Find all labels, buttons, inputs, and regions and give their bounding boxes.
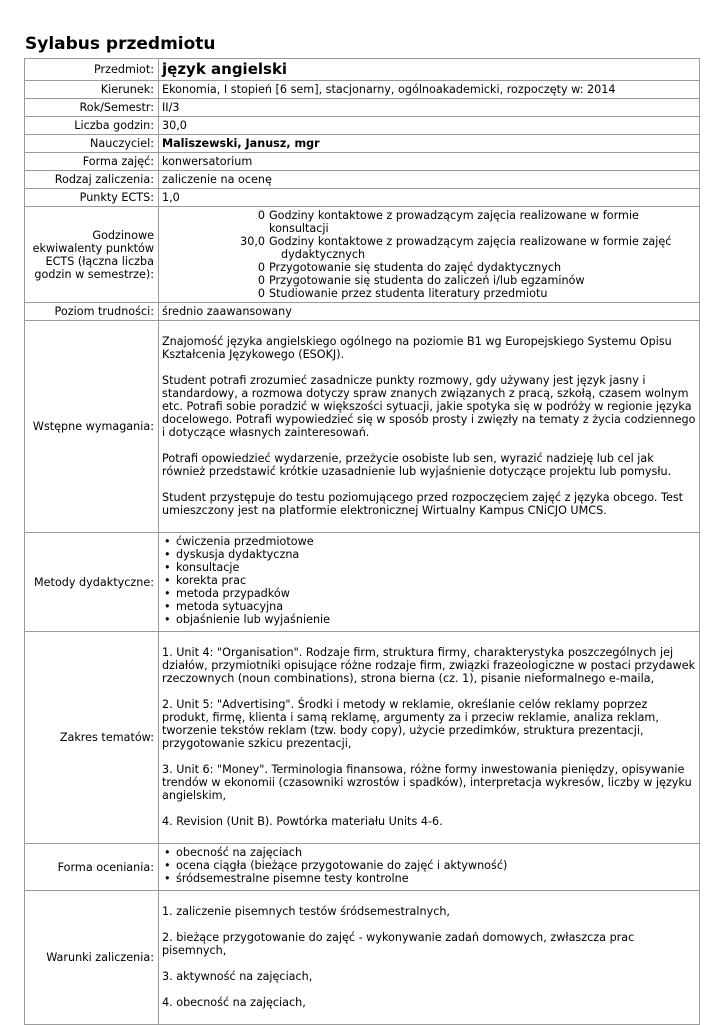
ects-hours-row [162, 209, 696, 235]
row-kierunek [25, 81, 700, 99]
row-wymagania [25, 321, 700, 533]
page-title: Sylabus przedmiotu [25, 34, 216, 54]
ects-hours-text: Godziny kontaktowe z prowadzącym zajęcia realizowane w formie zajęć [269, 235, 672, 248]
value-nauczyciel: Maliszewski, Janusz, mgr [159, 135, 700, 153]
ects-hours-row [162, 287, 696, 300]
row-nauczyciel [25, 135, 700, 153]
list-item: • dyskusja dydaktyczna [162, 548, 696, 561]
value-ects: 1,0 [159, 189, 700, 207]
label-rok: Rok/Semestr: [25, 99, 159, 117]
topic-paragraph: 3. Unit 6: "Money". Terminologia finansowa, różne formy inwestowania pieniędzy, opisywanie trendów w ekonomii (czasowniki wzrostów i spadków), interpretacja wykresów, liczby w języku angielskim, [162, 763, 692, 802]
label-oceniania: Forma oceniania: [25, 844, 159, 891]
requirements-paragraph: Student potrafi zrozumieć zasadnicze punkty rozmowy, gdy używany jest język jasny i standardowy, a rozmowa dotyczy spraw znanych związanych z pracą, szkołą, czasem wolnym etc. Potrafi sobie poradzić w większości sytuacji, jakie spotyka się w podróży w regionie języka docelowego. Potrafi wypowiedzieć się w sposób prosty i zwięzły na tematy z życia codziennego i dotyczące własnych zainteresowań. [162, 374, 696, 439]
ects-hours-continuation: dydaktycznych [281, 248, 366, 261]
ects-hours-description [269, 235, 696, 261]
methods-list [162, 535, 696, 626]
row-zakres [25, 632, 700, 844]
value-poziom: średnio zaawansowany [159, 303, 700, 321]
ects-hours-row [162, 274, 696, 287]
ects-hours-text: Godziny kontaktowe z prowadzącym zajęcia realizowane w formie konsultacji [269, 209, 639, 235]
topic-paragraph: 4. Revision (Unit B). Powtórka materiału Units 4-6. [162, 815, 443, 828]
ects-hours-number: 0 [257, 274, 265, 287]
ects-hours-row [162, 235, 696, 261]
label-ects: Punkty ECTS: [25, 189, 159, 207]
value-forma: konwersatorium [159, 153, 700, 171]
condition-item: 4. obecność na zajęciach, [162, 996, 306, 1009]
ects-hours-number: 30,0 [240, 235, 265, 248]
label-forma: Forma zajęć: [25, 153, 159, 171]
value-rodzaj: zaliczenie na ocenę [159, 171, 700, 189]
row-oceniania [25, 844, 700, 891]
label-ekwiwalenty: Godzinowe ekwiwalenty punktów ECTS (łączna liczba godzin w semestrze): [25, 207, 159, 303]
label-warunki: Warunki zaliczenia: [25, 891, 159, 1025]
list-item: • korekta prac [162, 574, 696, 587]
topic-paragraph: 1. Unit 4: "Organisation". Rodzaje firm, struktura firmy, charakterystyka poszczególnych jej działów, przymiotniki opisujące różne rodzaje firm, związki frazeologiczne w postaci przydawek rzeczownych (noun combinations), strona bierna (cz. 1), pisanie nieformalnego e-maila, [162, 646, 696, 685]
ects-hours-description [269, 209, 696, 235]
list-item: • ćwiczenia przedmiotowe [162, 535, 696, 548]
requirements-paragraph: Potrafi opowiedzieć wydarzenie, przeżycie osobiste lub sen, wyrazić nadzieję lub cel jak również przedstawić krótkie uzasadnienie lub wyjaśnienie dotyczące projektu lub pomysłu. [162, 452, 672, 478]
ects-hours-number: 0 [257, 209, 265, 222]
row-forma [25, 153, 700, 171]
list-item: • śródsemestralne pisemne testy kontrolne [162, 872, 696, 885]
assessment-list [162, 846, 696, 885]
ects-hours-text: Przygotowanie się studenta do zajęć dydaktycznych [269, 261, 562, 274]
label-godziny: Liczba godzin: [25, 117, 159, 135]
list-item: • objaśnienie lub wyjaśnienie [162, 613, 696, 626]
label-rodzaj: Rodzaj zaliczenia: [25, 171, 159, 189]
row-rodzaj [25, 171, 700, 189]
row-metody [25, 533, 700, 632]
value-godziny: 30,0 [159, 117, 700, 135]
list-item: • metoda sytuacyjna [162, 600, 696, 613]
row-poziom [25, 303, 700, 321]
value-oceniania [159, 844, 700, 891]
value-warunki [159, 891, 700, 1025]
list-item: • metoda przypadków [162, 587, 696, 600]
value-kierunek: Ekonomia, I stopień [6 sem], stacjonarny, ogólnoakademicki, rozpoczęty w: 2014 [159, 81, 700, 99]
ects-hours-description [269, 261, 696, 274]
ects-hours-number: 0 [257, 287, 265, 300]
ects-hours-list [159, 207, 700, 303]
label-zakres: Zakres tematów: [25, 632, 159, 844]
row-godziny [25, 117, 700, 135]
row-ekwiwalenty [25, 207, 700, 303]
label-poziom: Poziom trudności: [25, 303, 159, 321]
requirements-paragraph: Student przystępuje do testu poziomującego przed rozpoczęciem zajęć z języka obcego. Test umieszczony jest na platformie elektronicznej Wirtualny Kampus CNiCJO UMCS. [162, 491, 684, 517]
value-przedmiot: język angielski [159, 59, 700, 81]
condition-item: 1. zaliczenie pisemnych testów śródsemestralnych, [162, 905, 450, 918]
row-przedmiot [25, 59, 700, 81]
list-item: • ocena ciągła (bieżące przygotowanie do zajęć i aktywność) [162, 859, 696, 872]
ects-hours-text: Studiowanie przez studenta literatury przedmiotu [269, 287, 548, 300]
value-rok: II/3 [159, 99, 700, 117]
value-wymagania [159, 321, 700, 533]
label-kierunek: Kierunek: [25, 81, 159, 99]
label-nauczyciel: Nauczyciel: [25, 135, 159, 153]
row-warunki [25, 891, 700, 1025]
ects-hours-number: 0 [257, 261, 265, 274]
ects-hours-description [269, 287, 696, 300]
list-item: • obecność na zajęciach [162, 846, 696, 859]
ects-hours-description [269, 274, 696, 287]
ects-hours-row [162, 261, 696, 274]
label-wymagania: Wstępne wymagania: [25, 321, 159, 533]
ects-hours-text: Przygotowanie się studenta do zaliczeń i/lub egzaminów [269, 274, 585, 287]
condition-item: 2. bieżące przygotowanie do zajęć - wykonywanie zadań domowych, zwłaszcza prac pisemnych, [162, 931, 635, 957]
condition-item: 3. aktywność na zajęciach, [162, 970, 313, 983]
value-metody [159, 533, 700, 632]
label-metody: Metody dydaktyczne: [25, 533, 159, 632]
row-ects [25, 189, 700, 207]
syllabus-table [24, 58, 700, 1025]
requirements-paragraph: Znajomość języka angielskiego ogólnego na poziomie B1 wg Europejskiego Systemu Opisu Kształcenia Językowego (ESOKJ). [162, 335, 672, 361]
topic-paragraph: 2. Unit 5: "Advertising". Środki i metody w reklamie, określanie celów reklamy poprzez produkt, firmę, klienta i samą reklamę, argumenty za i przeciw reklamie, analiza reklam, tworzenie tekstów reklam (tzw. body copy), użycie przedimków, struktura prezentacji, przygotowanie szkicu prezentacji, [162, 698, 659, 750]
value-zakres [159, 632, 700, 844]
label-przedmiot: Przedmiot: [25, 59, 159, 81]
row-rok [25, 99, 700, 117]
list-item: • konsultacje [162, 561, 696, 574]
